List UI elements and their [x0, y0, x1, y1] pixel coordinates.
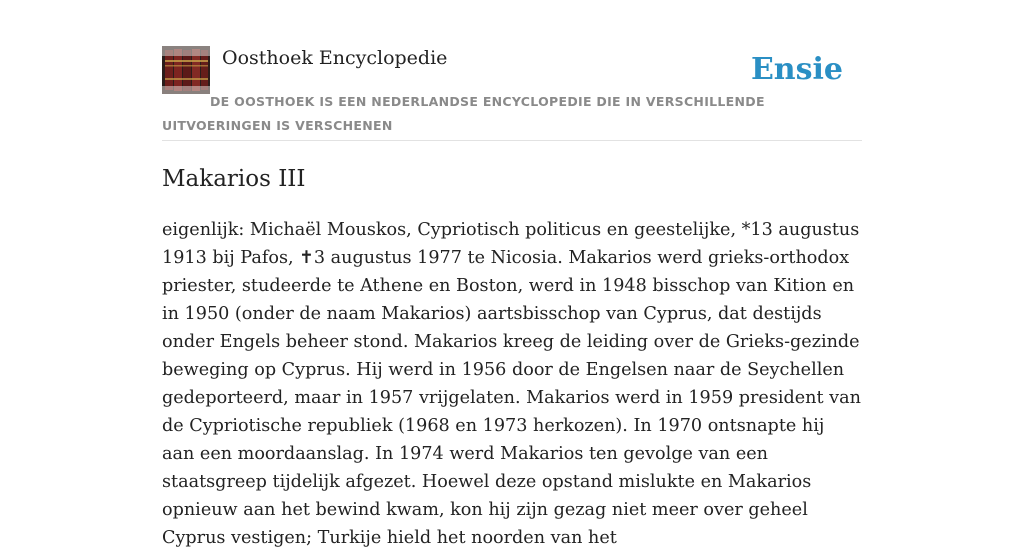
brand-logo-link[interactable]: Ensie — [750, 52, 843, 87]
article-body: eigenlijk: Michaël Mouskos, Cypriotisch politicus en geestelijke, *13 augustus 1913 bij Pafos, ✝3 augustus 1977 te Nicosia. Makarios werd grieks-orthodox priester, studeerde te Athene en Boston, werd in 1948 bisschop van Kition en in 1950 (onder de naam Makarios) aartsbisschop van Cyprus, dat destijds onder Engels beheer stond. Makarios kreeg de leiding over de Grieks-gezinde beweging op Cyprus. Hij werd in 1956 door de Engelsen naar de Seychellen gedeporteerd, maar in 1957 vrijgelaten. Makarios werd in 1959 president van de Cypriotische republiek (1968 en 1973 herkozen). In 1970 ontsnapte hij aan een moordaanslag. In 1974 werd Makarios ten gevolge van een staatsgreep tijdelijk afgezet. Hoewel deze opstand mislukte en Makarios opnieuw aan het bewind kwam, kon hij zijn gezag niet meer over geheel Cyprus vestigen; Turkije hield het noorden van het — [162, 220, 861, 548]
article-title: Makarios III — [162, 166, 306, 192]
avatar[interactable] — [162, 46, 210, 94]
site-name-link[interactable]: Oosthoek Encyclopedie — [222, 47, 448, 69]
site-header — [162, 46, 862, 141]
site-tagline: DE OOSTHOEK IS EEN NEDERLANDSE ENCYCLOPEDIE DIE IN VERSCHILLENDE UITVOERINGEN IS VERSCHENEN — [162, 94, 765, 133]
encyclopedia-books-icon — [162, 46, 210, 94]
